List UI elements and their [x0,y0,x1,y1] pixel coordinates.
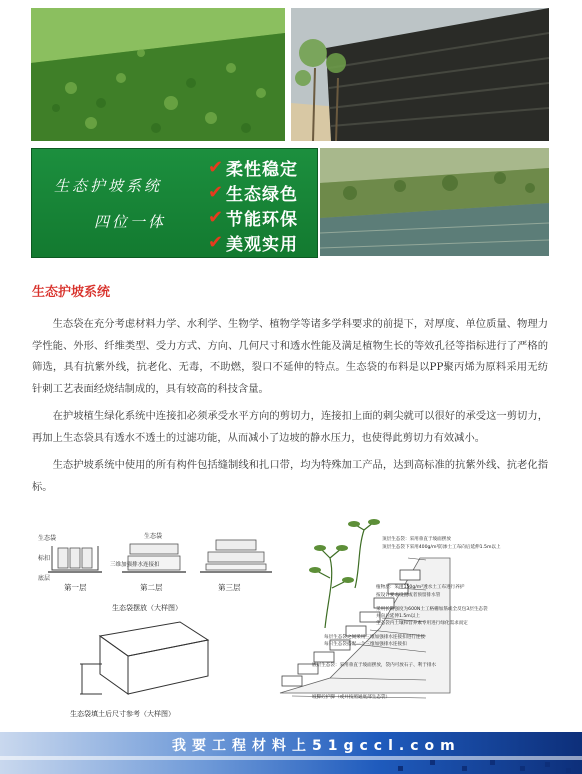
footer-square [520,766,525,771]
footer-square [545,762,550,767]
feature-label: 生态绿色 [226,184,298,205]
diagram-label-buckle: 标扣 [38,555,51,562]
feature-item [208,205,298,229]
check-icon: ✔ [208,156,224,178]
footer-square [430,760,435,765]
diagram-callout: 生态袋内土壤和营养素专用进行绿化需求而定 [376,621,468,626]
body-paragraph: 生态袋在充分考虑材料力学、水利学、生物学、植物学等诸多学科要求的前提下，对厚度、单位质量、物理力学性能、外形、纤维类型、受力方式、方向、几何尺寸和透水性能及满足植物生长的等效孔径等指标进行了严格的筛选，具有抗紫外线，抗老化、无毒，不助燃，裂口不延伸的特点。生态袋的布料是以PP聚丙烯为原料采用无纺针刺工艺表面经烧结制成的，具有较高的科技含量。 [32,318,548,395]
diagram-label-layer3: 第三层 [218,583,241,592]
diagram-callout: 按设计要求设置或者预留排水管 [376,593,441,598]
footer-banner [0,732,582,774]
diagram-callout: 顶层生态袋下采用400g/m²防渗土工布向后延伸1.5m以上 [382,545,501,550]
body-paragraph: 生态护坡系统中使用的所有构件包括缝制线和扎口带，均为特殊加工产品，达到高标准的抗紫外线、抗老化指标。 [32,459,548,493]
layer1-sketch [48,546,102,572]
footer-square [490,760,495,765]
diagram-label-buckle-row: 三维加强排水连接扣 [110,562,160,568]
filled-bag-sketch [80,622,208,694]
diagram-callout: 坡脚砼护脚（或并按照通底部生态袋） [312,695,391,700]
footer-square [398,766,403,771]
diagram-callout: 顶层生态袋：采用垂直于坡面摆放 [382,537,451,542]
diagram-callout: 植物层：采用150g/m²透水土工布进行养护 [376,585,465,590]
check-icon: ✔ [208,181,224,203]
diagram-callout: 并向后延伸1.5m以上 [376,614,420,619]
footer-square [462,766,467,771]
feature-label: 美观实用 [226,234,298,255]
structure-diagram [30,518,552,728]
banner-calligraphy-line2: 四位一体 [94,213,167,231]
diagram-callout: 每层生态袋之间采用三维加强排水连接扣进行连接 [324,635,426,640]
diagram-label-foundation: 底层 [38,575,51,582]
bag-wall-photo [291,8,549,141]
diagram-label-bag2: 生态袋 [144,533,163,540]
diagram-label-fill-size: 生态袋填土后尺寸参考（大样图） [70,710,175,718]
green-slope-photo [31,8,285,141]
feature-item [208,230,298,254]
diagram-callout: 采用长期强度为600N土工格栅加筋或全反包3层生态袋 [376,607,488,612]
body-paragraph: 在护坡植生绿化系统中连接扣必须承受水平方向的剪切力，连接扣上面的刺尖就可以很好的承受这一剪切力，再加上生态袋具有透水不透土的过滤功能，从而减小了边坡的静水压力，也使得此剪切力有效减小。 [32,410,548,444]
diagram-callout: 底层生态袋：采用垂直于坡面摆放，袋内可放石子、利于排水 [312,663,437,668]
layer3-sketch [200,540,272,572]
riverbank-photo [320,148,549,256]
diagram-callout: 每只生态袋搭配一个三维加强排水连接扣 [324,642,407,647]
diagram-label-placement: 生态袋摆放（大样图） [112,604,182,612]
feature-item [208,155,298,179]
check-icon: ✔ [208,231,224,253]
banner-calligraphy-line1: 生态护坡系统 [54,177,163,195]
feature-label: 柔性稳定 [226,159,298,180]
check-icon: ✔ [208,206,224,228]
diagram-label-bag: 生态袋 [38,535,57,542]
diagram-label-layer2: 第二层 [140,583,163,592]
feature-banner [31,148,318,258]
section-title: 生态护坡系统 [32,285,111,300]
feature-label: 节能环保 [226,209,298,230]
feature-item [208,180,298,204]
diagram-label-layer1: 第一层 [64,583,87,592]
feature-list [208,155,298,255]
footer-square [566,768,571,773]
footer-slogan: 我要工程材料上51gccl.com [172,738,461,754]
